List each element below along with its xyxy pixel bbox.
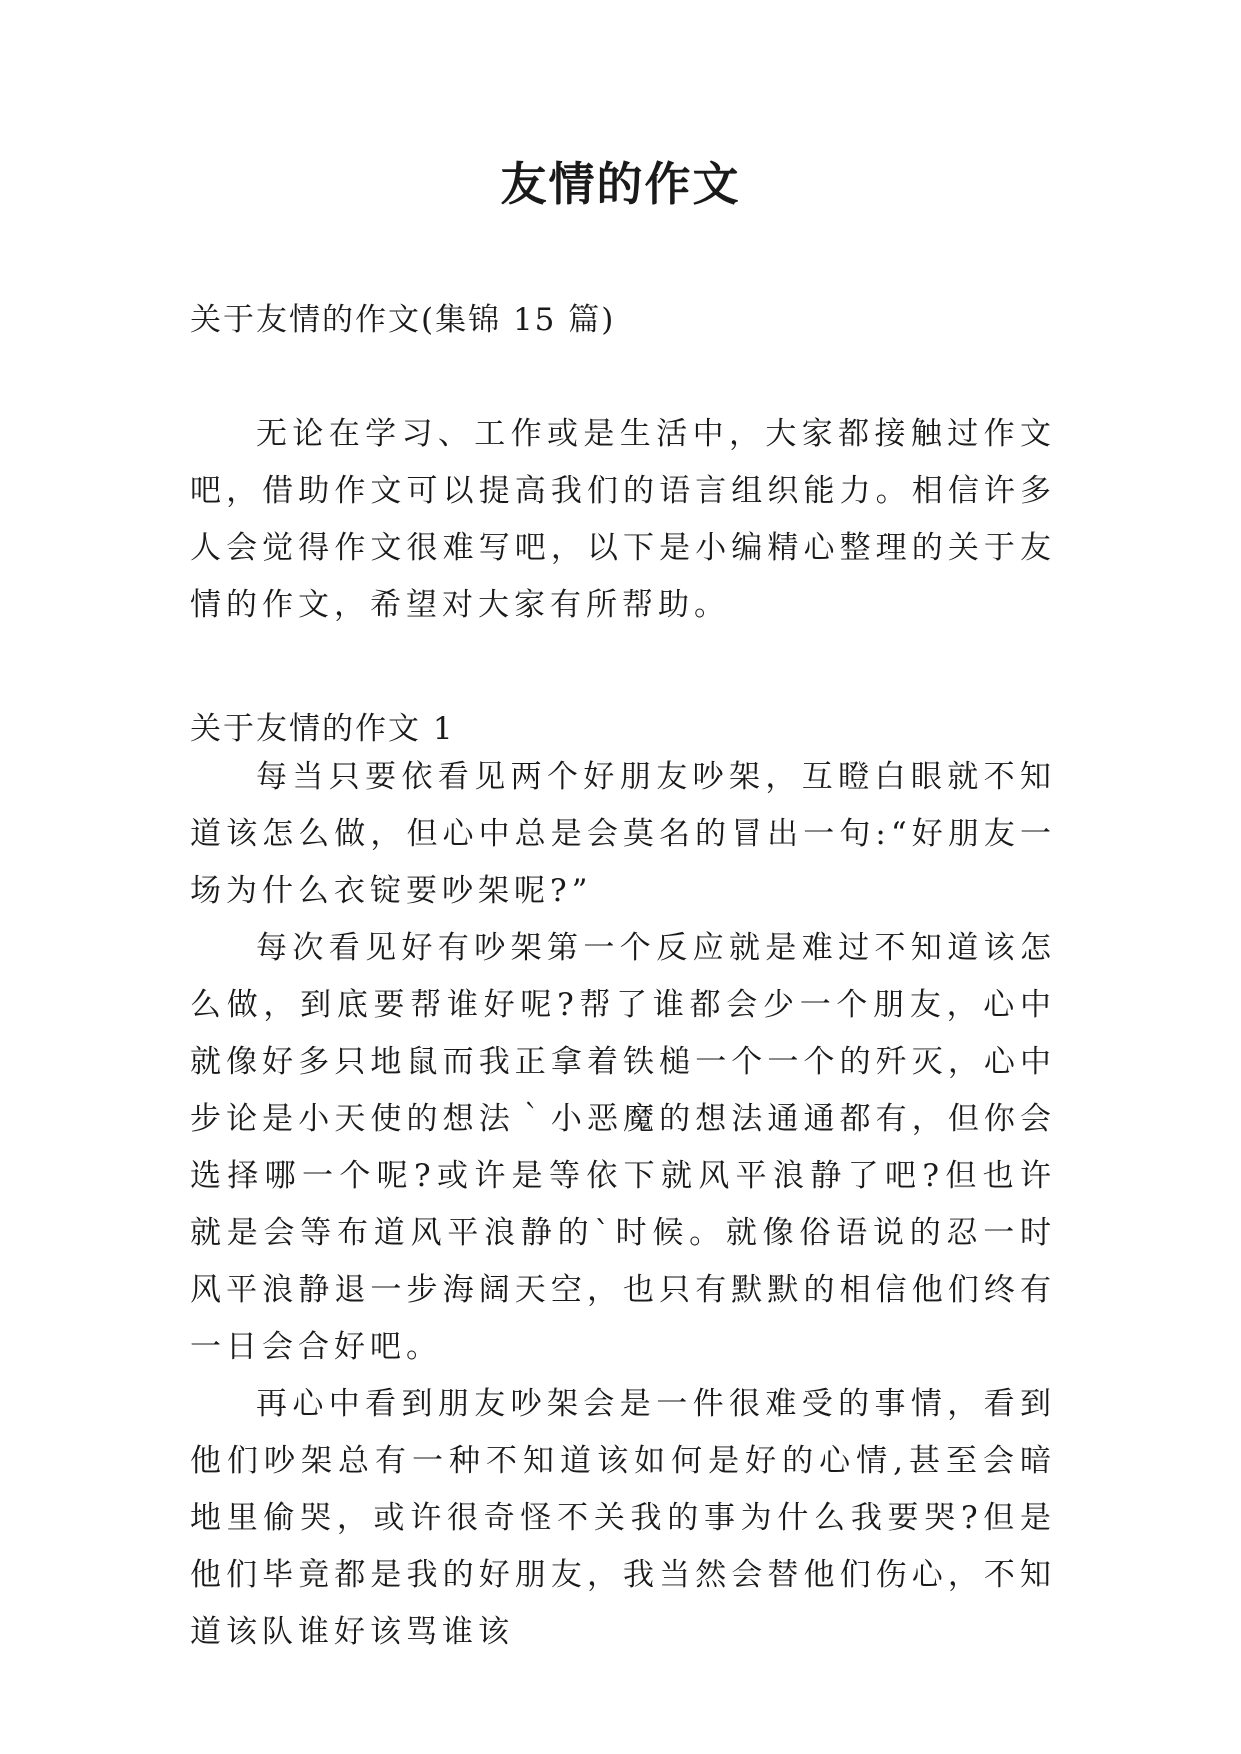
essay-body <box>190 749 1056 1661</box>
intro-paragraph: 无论在学习、工作或是生活中，大家都接触过作文吧，借助作文可以提高我们的语言组织能力。相信许多人会觉得作文很难写吧，以下是小编精心整理的关于友情的作文，希望对大家有所帮助。 <box>190 416 1056 623</box>
document-subtitle: 关于友情的作文(集锦 15 篇) <box>190 302 616 338</box>
essay-paragraph-3: 再心中看到朋友吵架会是一件很难受的事情，看到他们吵架总有一种不知道该如何是好的心情,甚至会暗地里偷哭，或许很奇怪不关我的事为什么我要哭?但是他们毕竟都是我的好朋友，我当然会替他们伤心，不知道该队谁好该骂谁该 <box>190 1386 1056 1650</box>
document-title: 友情的作文 <box>500 157 741 211</box>
essay-paragraph-1: 每当只要依看见两个好朋友吵架，互瞪白眼就不知道该怎么做，但心中总是会莫名的冒出一句:“好朋友一场为什么衣锭要吵架呢?” <box>190 759 1056 909</box>
section-heading: 关于友情的作文 1 <box>190 711 455 747</box>
essay-paragraph-2: 每次看见好有吵架第一个反应就是难过不知道该怎么做，到底要帮谁好呢?帮了谁都会少一个朋友，心中就像好多只地鼠而我正拿着铁槌一个一个的歼灭，心中步论是小天使的想法｀小恶魔的想法通通都有，但你会选择哪一个呢?或许是等依下就风平浪静了吧?但也许就是会等布道风平浪静的`时候。就像俗语说的忍一时风平浪静退一步海阔天空，也只有默默的相信他们终有一日会合好吧。 <box>190 930 1056 1365</box>
